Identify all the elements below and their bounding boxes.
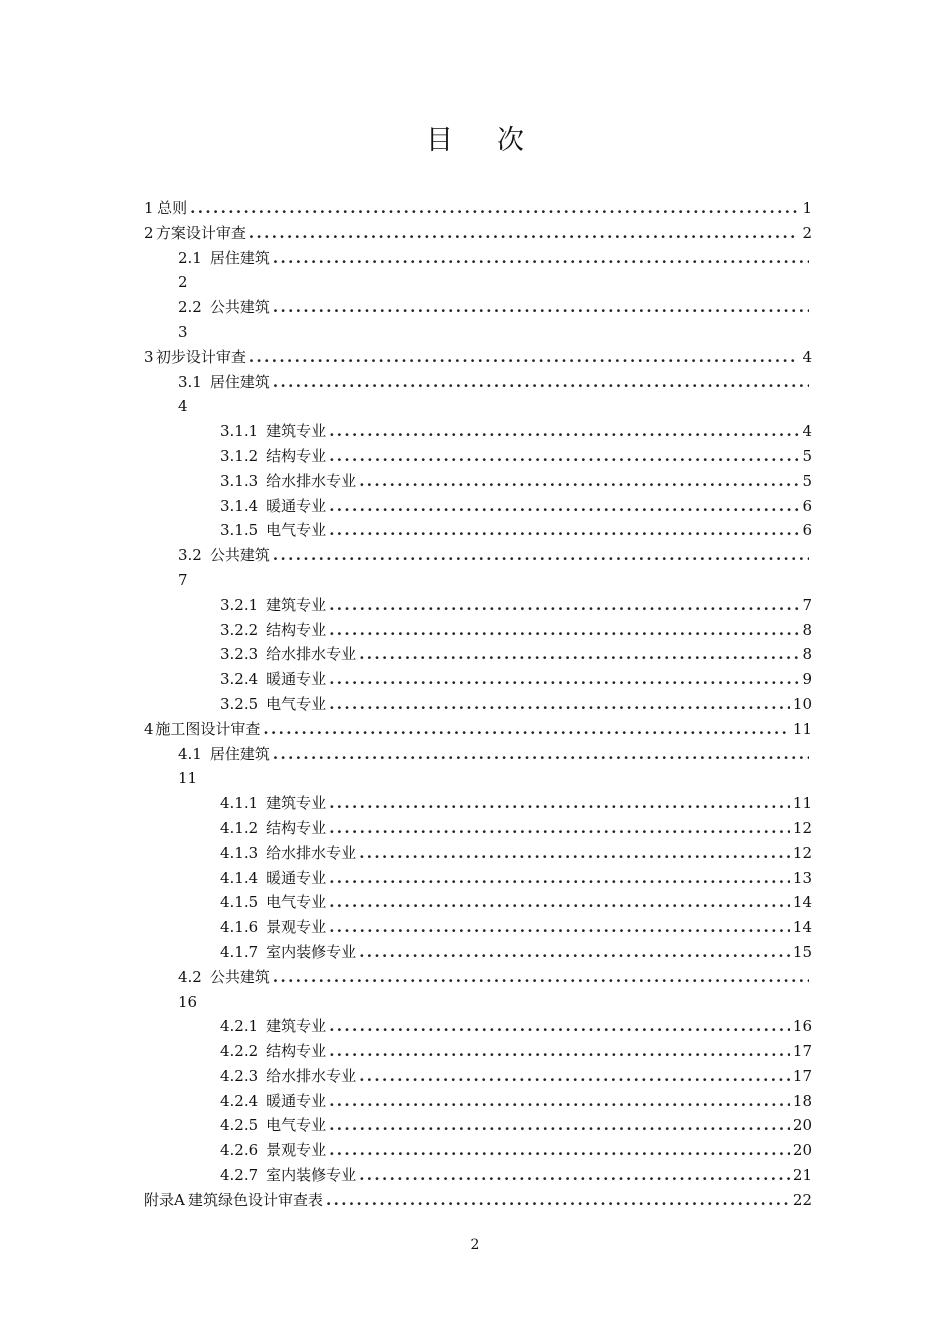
- toc-entry-number: 4: [144, 719, 154, 738]
- toc-leader-dots: [359, 1163, 790, 1188]
- toc-leader-dots: [249, 221, 800, 246]
- toc-entry[interactable]: [144, 717, 812, 742]
- toc-entry-page: 17: [792, 1066, 812, 1085]
- toc-entry-page: 11: [792, 719, 812, 738]
- toc-entry-page: 13: [792, 868, 812, 887]
- toc-leader-dots: [329, 494, 799, 519]
- toc-entry-page: 20: [792, 1141, 812, 1160]
- toc-entry[interactable]: [144, 593, 812, 618]
- toc-entry-label: 总则: [157, 199, 188, 217]
- toc-entry-page: 18: [792, 1091, 812, 1110]
- toc-entry-label: 居住建筑: [209, 248, 270, 267]
- toc-entry-page: 7: [802, 595, 812, 614]
- title-char-2: 次: [497, 125, 524, 156]
- toc-entry[interactable]: [144, 940, 812, 965]
- toc-entry-number: 4.2.2: [220, 1042, 259, 1061]
- toc-entry-label: 暖通专业: [266, 496, 327, 515]
- toc-entry-page: 12: [792, 818, 812, 837]
- toc-leader-dots: [329, 692, 790, 717]
- toc-entry-page: 10: [792, 694, 812, 713]
- toc-leader-dots: [273, 742, 809, 767]
- toc-entry[interactable]: [144, 494, 812, 519]
- toc-entry-number: 4.1.2: [220, 818, 259, 837]
- toc-entry-number: 4.1.7: [220, 942, 259, 961]
- toc-entry-page: 11: [178, 769, 198, 788]
- toc-entry-page: 20: [792, 1116, 812, 1135]
- toc-entry-page: 4: [802, 422, 812, 441]
- toc-entry-number: 4.1.6: [220, 918, 259, 937]
- toc-entry-label: 给水排水专业: [266, 1066, 357, 1085]
- toc-entry-page: 12: [792, 843, 812, 862]
- toc-entry[interactable]: [144, 1064, 812, 1089]
- toc-entry[interactable]: [144, 370, 812, 395]
- toc-leader-dots: [359, 1064, 790, 1089]
- toc-entry-page: 8: [802, 645, 812, 664]
- toc-entry-number: 3.1.3: [220, 471, 259, 490]
- toc-entry-page: 21: [792, 1166, 812, 1185]
- toc-entry-number: 3.2.3: [220, 645, 259, 664]
- toc-leader-dots: [329, 518, 799, 543]
- toc-entry[interactable]: [144, 667, 812, 692]
- toc-leader-dots: [273, 965, 809, 990]
- toc-entry-label: 公共建筑: [209, 546, 270, 565]
- toc-entry[interactable]: [144, 1014, 812, 1039]
- toc-entry-label: 电气专业: [266, 694, 327, 713]
- toc-leader-dots: [273, 295, 809, 320]
- toc-entry[interactable]: [144, 543, 812, 568]
- toc-entry-number: 3.1.5: [220, 521, 259, 540]
- toc-entry[interactable]: [144, 295, 812, 320]
- toc-entry[interactable]: [144, 1188, 812, 1213]
- toc-entry[interactable]: [144, 816, 812, 841]
- title-char-1: 目: [426, 125, 453, 156]
- toc-entry[interactable]: [144, 1138, 812, 1163]
- toc-entry-number: 4.2.6: [220, 1141, 259, 1160]
- toc-entry-label: 结构专业: [266, 446, 327, 465]
- toc-entry-page: 4: [802, 347, 812, 366]
- toc-entry-label: 结构专业: [266, 1042, 327, 1061]
- toc-entry-label: 公共建筑: [209, 967, 270, 986]
- toc-entry[interactable]: [144, 419, 812, 444]
- toc-leader-dots: [190, 196, 799, 221]
- toc-entry-number: 2.1: [178, 248, 202, 267]
- toc-entry-page: 14: [792, 893, 812, 912]
- toc-entry[interactable]: [144, 246, 812, 271]
- toc-entry-page: 17: [792, 1042, 812, 1061]
- toc-entry-label: 居住建筑: [209, 744, 270, 763]
- toc-entry-page: 6: [802, 521, 812, 540]
- toc-entry-label: 公共建筑: [209, 298, 270, 317]
- toc-entry-page: 16: [178, 992, 198, 1011]
- toc-leader-dots: [359, 940, 790, 965]
- toc-entry-label: 建筑绿色设计审查表: [188, 1190, 324, 1209]
- toc-entry-label: 暖通专业: [266, 868, 327, 887]
- toc-entry-label: 电气专业: [266, 893, 327, 912]
- toc-entry-page: 15: [792, 942, 812, 961]
- toc-entry-number: 4.2.3: [220, 1066, 259, 1085]
- toc-entry-number: 3.2: [178, 546, 202, 565]
- toc-entry-label: 建筑专业: [266, 1017, 327, 1036]
- toc-entry-label: 初步设计审查: [155, 347, 246, 366]
- toc-entry-label: 室内装修专业: [266, 1166, 357, 1185]
- toc-entry-label: 建筑专业: [266, 794, 327, 813]
- toc-leader-dots: [329, 816, 790, 841]
- toc-entry-page: 11: [792, 794, 812, 813]
- toc-entry-number: 2.2: [178, 298, 202, 317]
- toc-entry-number: 3.2.5: [220, 694, 259, 713]
- toc-leader-dots: [249, 345, 800, 370]
- toc-entry-label: 结构专业: [266, 620, 327, 639]
- toc-leader-dots: [263, 717, 790, 742]
- toc-leader-dots: [329, 1039, 790, 1064]
- toc-entry[interactable]: [144, 221, 812, 246]
- toc-leader-dots: [359, 642, 799, 667]
- toc-entry-label: 结构专业: [266, 818, 327, 837]
- toc-leader-dots: [329, 915, 790, 940]
- toc-entry[interactable]: [144, 1089, 812, 1114]
- toc-entry-label: 施工图设计审查: [155, 719, 261, 738]
- toc-entry[interactable]: [144, 1039, 812, 1064]
- toc-entry-page: 16: [792, 1017, 812, 1036]
- toc-leader-dots: [326, 1188, 790, 1213]
- toc-entry-page: 7: [178, 570, 188, 589]
- toc-entry[interactable]: [144, 1163, 812, 1188]
- toc-entry-page: 1: [802, 199, 812, 217]
- toc-entry-number: 4.1.4: [220, 868, 259, 887]
- toc-entry-number: 4.2.4: [220, 1091, 259, 1110]
- toc-leader-dots: [329, 667, 799, 692]
- toc-entry[interactable]: [144, 890, 812, 915]
- toc-entry[interactable]: [144, 915, 812, 940]
- toc-entry-page: 14: [792, 918, 812, 937]
- toc-entry-number: 3.1.2: [220, 446, 259, 465]
- table-of-contents: [144, 196, 812, 1213]
- toc-entry-label: 给水排水专业: [266, 843, 357, 862]
- toc-leader-dots: [329, 618, 799, 643]
- toc-entry-page: 2: [802, 223, 812, 242]
- toc-entry[interactable]: [144, 866, 812, 891]
- toc-entry-number: 3.1.1: [220, 422, 259, 441]
- toc-entry[interactable]: [144, 692, 812, 717]
- toc-entry-number: 3.2.4: [220, 670, 259, 689]
- toc-entry[interactable]: [144, 742, 812, 767]
- toc-entry-label: 居住建筑: [209, 372, 270, 391]
- toc-leader-dots: [329, 1113, 790, 1138]
- toc-leader-dots: [329, 1014, 790, 1039]
- toc-entry-label: 室内装修专业: [266, 942, 357, 961]
- toc-entry-page: 3: [178, 322, 188, 341]
- toc-leader-dots: [329, 866, 790, 891]
- toc-entry-number: 3: [144, 347, 154, 366]
- toc-entry-label: 电气专业: [266, 1116, 327, 1135]
- toc-leader-dots: [273, 246, 809, 271]
- toc-entry-page: 6: [802, 496, 812, 515]
- toc-entry-label: 景观专业: [266, 1141, 327, 1160]
- toc-entry-label: 方案设计审查: [155, 223, 246, 242]
- toc-entry-page: 5: [802, 446, 812, 465]
- toc-entry-label: 景观专业: [266, 918, 327, 937]
- toc-leader-dots: [329, 1138, 790, 1163]
- toc-entry-label: 给水排水专业: [266, 645, 357, 664]
- toc-entry-number: 4.2.7: [220, 1166, 259, 1185]
- toc-entry-number: 3.2.1: [220, 595, 259, 614]
- toc-entry-label: 电气专业: [266, 521, 327, 540]
- toc-leader-dots: [329, 444, 799, 469]
- toc-entry-number: 4.2: [178, 967, 202, 986]
- toc-entry-number: 附录A: [144, 1190, 185, 1209]
- toc-entry[interactable]: [144, 642, 812, 667]
- toc-entry-label: 暖通专业: [266, 670, 327, 689]
- toc-entry[interactable]: [144, 345, 812, 370]
- toc-leader-dots: [329, 791, 790, 816]
- page-number: 2: [470, 1237, 480, 1253]
- toc-entry-number: 4.1.1: [220, 794, 259, 813]
- toc-entry-page: 5: [802, 471, 812, 490]
- toc-leader-dots: [329, 593, 799, 618]
- toc-entry-number: 4.1: [178, 744, 202, 763]
- toc-entry-page: 9: [802, 670, 812, 689]
- toc-entry[interactable]: [144, 618, 812, 643]
- toc-entry-label: 建筑专业: [266, 422, 327, 441]
- toc-entry[interactable]: [144, 444, 812, 469]
- toc-leader-dots: [329, 1089, 790, 1114]
- toc-entry-number: 1: [144, 199, 154, 217]
- toc-leader-dots: [329, 419, 799, 444]
- toc-leader-dots: [359, 841, 790, 866]
- toc-entry[interactable]: [144, 518, 812, 543]
- toc-entry-number: 4.2.5: [220, 1116, 259, 1135]
- page-title: [0, 118, 950, 157]
- toc-entry[interactable]: [144, 469, 812, 494]
- toc-entry-number: 3.1: [178, 372, 202, 391]
- toc-entry-page: 2: [178, 273, 188, 292]
- toc-entry[interactable]: [144, 841, 812, 866]
- toc-entry-number: 3.2.2: [220, 620, 259, 639]
- toc-entry[interactable]: [144, 1113, 812, 1138]
- toc-entry-number: 4.2.1: [220, 1017, 259, 1036]
- toc-entry-label: 给水排水专业: [266, 471, 357, 490]
- toc-leader-dots: [273, 370, 809, 395]
- toc-leader-dots: [273, 543, 809, 568]
- toc-entry-number: 3.1.4: [220, 496, 259, 515]
- toc-leader-dots: [329, 890, 790, 915]
- toc-entry-label: 建筑专业: [266, 595, 327, 614]
- toc-entry-number: 4.1.5: [220, 893, 259, 912]
- toc-entry-number: 2: [144, 223, 154, 242]
- toc-entry-page: 8: [802, 620, 812, 639]
- toc-entry-number: 4.1.3: [220, 843, 259, 862]
- toc-entry[interactable]: [144, 965, 812, 990]
- toc-entry-page: 4: [178, 397, 188, 416]
- toc-leader-dots: [359, 469, 799, 494]
- toc-entry-label: 暖通专业: [266, 1091, 327, 1110]
- toc-entry[interactable]: [144, 791, 812, 816]
- toc-entry-page: 22: [792, 1190, 812, 1209]
- toc-entry[interactable]: [144, 196, 812, 221]
